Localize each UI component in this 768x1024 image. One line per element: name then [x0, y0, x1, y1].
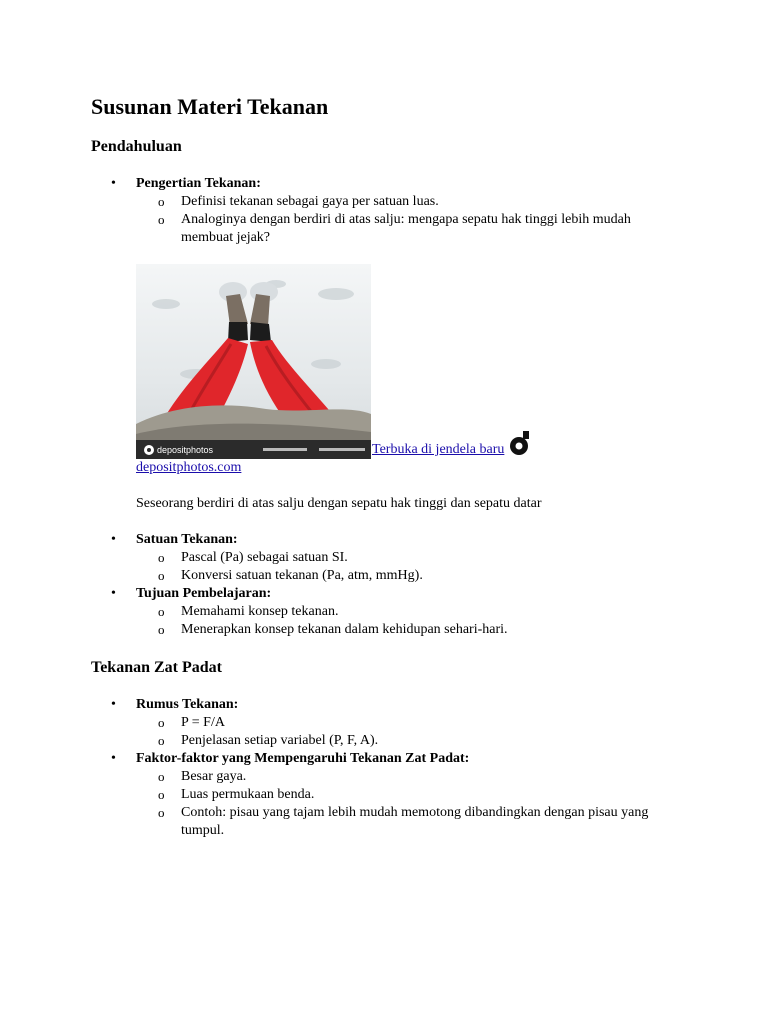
document-body — [91, 92, 681, 840]
sub-item: o Konversi satuan tekanan (Pa, atm, mmHg). — [136, 567, 681, 585]
source-link[interactable]: depositphotos.com — [136, 460, 242, 475]
sub-list — [136, 193, 681, 247]
sub-item: o Memahami konsep tekanan. — [136, 603, 681, 621]
list-item — [91, 585, 681, 639]
item-label: Satuan Tekanan: — [136, 532, 238, 547]
open-new-window-link[interactable]: Terbuka di jendela baru — [372, 442, 505, 457]
sub-item: o Luas permukaan benda. — [136, 786, 681, 804]
sub-list — [136, 714, 681, 750]
sub-item: o Penjelasan setiap variabel (P, F, A). — [136, 732, 681, 750]
depositphotos-logo-icon — [144, 445, 154, 455]
sub-list — [136, 549, 681, 585]
figure-caption: Seseorang berdiri di atas salju dengan sepatu hak tinggi dan sepatu datar — [136, 496, 542, 511]
pendahuluan-list — [91, 175, 681, 247]
snow-heels-photo[interactable] — [136, 264, 371, 459]
section-heading-pendahuluan: Pendahuluan — [91, 138, 182, 155]
list-item — [91, 175, 681, 247]
sub-item: o Menerapkan konsep tekanan dalam kehidupan sehari-hari. — [136, 621, 681, 639]
sub-item: o Pascal (Pa) sebagai satuan SI. — [136, 549, 681, 567]
tekanan-zat-padat-list — [91, 696, 681, 840]
watermark-fine-print — [263, 448, 365, 451]
list-item — [91, 696, 681, 750]
item-label: Tujuan Pembelajaran: — [136, 586, 272, 601]
sub-item: o Besar gaya. — [136, 768, 681, 786]
item-label: Rumus Tekanan: — [136, 697, 239, 712]
sub-list — [136, 603, 681, 639]
depositphotos-logo-icon[interactable] — [510, 431, 530, 457]
sub-item: o Contoh: pisau yang tajam lebih mudah memotong dibandingkan dengan pisau yang tumpul. — [136, 804, 681, 840]
watermark-bar — [136, 440, 371, 459]
photo-illustration — [136, 264, 371, 459]
watermark-text: depositphotos — [157, 444, 214, 455]
sub-item: o Analoginya dengan berdiri di atas salju: mengapa sepatu hak tinggi lebih mudah membuat jejak? — [136, 211, 681, 247]
section-heading-tekanan-zat-padat: Tekanan Zat Padat — [91, 659, 222, 676]
sub-item: o Definisi tekanan sebagai gaya per satuan luas. — [136, 193, 681, 211]
item-label: Pengertian Tekanan: — [136, 176, 261, 191]
item-label: Faktor-faktor yang Mempengaruhi Tekanan Zat Padat: — [136, 751, 470, 766]
pendahuluan-list-continued — [91, 531, 681, 639]
document-title: Susunan Materi Tekanan — [91, 94, 329, 119]
sub-list — [136, 768, 681, 840]
list-item — [91, 750, 681, 840]
figure-row — [136, 264, 681, 459]
figure-block — [91, 264, 681, 513]
sub-item: o P = F/A — [136, 714, 681, 732]
list-item — [91, 531, 681, 585]
